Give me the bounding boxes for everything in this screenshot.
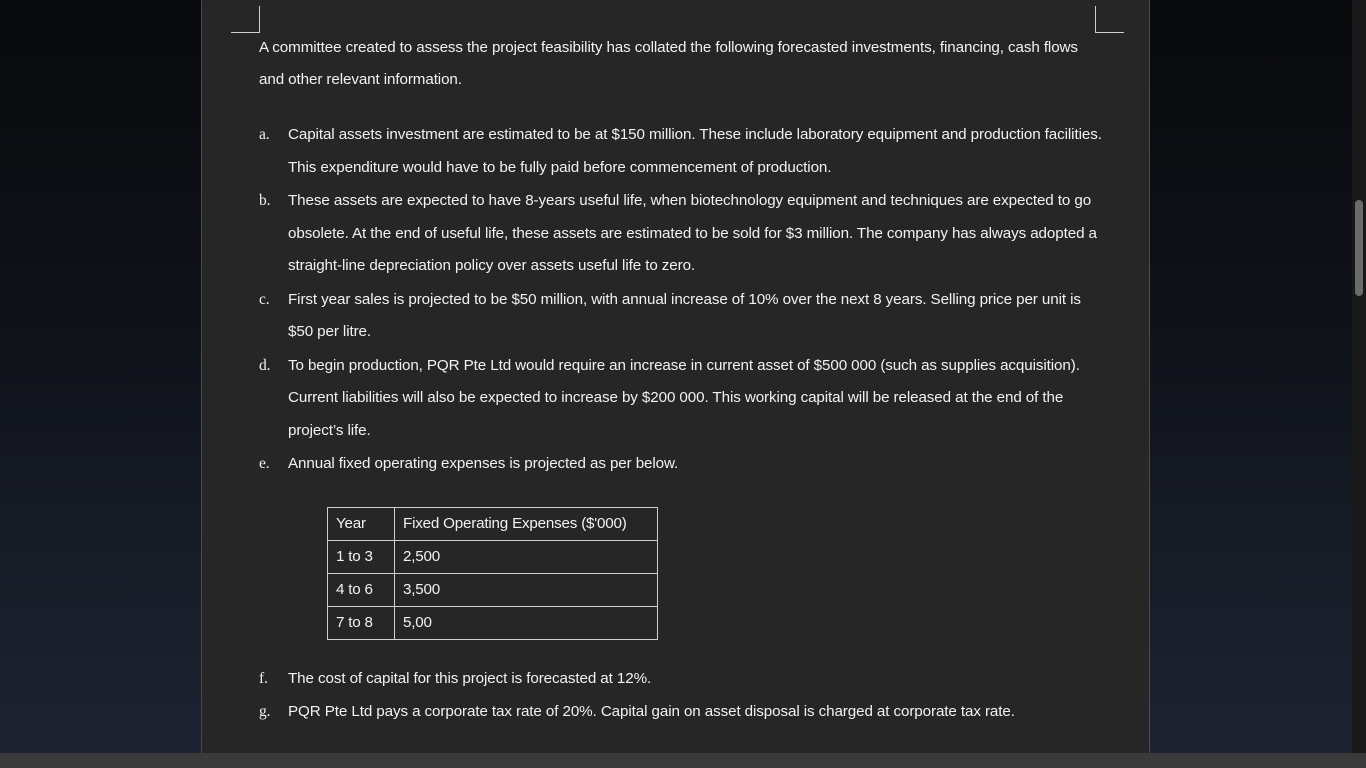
list-item (259, 284, 1104, 349)
page-corner-mark-top-left (231, 6, 260, 33)
table-cell-expense: 3,500 (395, 573, 658, 606)
list-marker: c. (259, 290, 270, 308)
list-item-text: First year sales is projected to be $50 million, with annual increase of 10% over the next 8 years. Selling price per unit is $50 per litre. (288, 290, 1081, 340)
list-marker: b. (259, 192, 271, 209)
list-item-text: These assets are expected to have 8-years useful life, when biotechnology equipment and techniques are expected to go obsolete. At the end of useful life, these assets are estimated to be sold for $3 million. The company has always adopted a straight-line depreciation policy over assets useful life to zero. (288, 192, 1097, 274)
list-marker: g. (259, 703, 271, 720)
table-header-expenses: Fixed Operating Expenses ($'000) (395, 507, 658, 540)
table-cell-year: 4 to 6 (328, 573, 395, 606)
list-item (259, 119, 1104, 184)
document-content (259, 32, 1104, 730)
fixed-expenses-table (327, 507, 658, 640)
list-marker: e. (259, 455, 270, 472)
list-item-text: PQR Pte Ltd pays a corporate tax rate of 20%. Capital gain on asset disposal is charged at corporate tax rate. (288, 703, 1015, 720)
page-corner-mark-top-right (1095, 6, 1124, 33)
table-header-row (328, 507, 658, 540)
intro-paragraph: A committee created to assess the project feasibility has collated the following forecasted investments, financing, cash flows and other relevant information. (259, 39, 1078, 88)
list-marker: f. (259, 669, 268, 687)
list-marker: d. (259, 356, 271, 374)
list-item (259, 663, 1104, 696)
list-item-text: Capital assets investment are estimated to be at $150 million. These include laboratory equipment and production facilities. This expenditure would have to be fully paid before commencement of production. (288, 126, 1102, 176)
table-header-year: Year (328, 507, 395, 540)
table-row (328, 606, 658, 639)
table-row (328, 540, 658, 573)
scrollbar-thumb[interactable] (1355, 200, 1363, 296)
table-row (328, 573, 658, 606)
list-item-text: Annual fixed operating expenses is projected as per below. (288, 455, 679, 472)
window-bottom-bar (0, 753, 1366, 768)
info-list-continued (259, 663, 1104, 729)
list-item (259, 185, 1104, 283)
list-item (259, 350, 1104, 448)
table-cell-expense: 2,500 (395, 540, 658, 573)
list-marker: a. (259, 126, 270, 143)
table-cell-year: 1 to 3 (328, 540, 395, 573)
info-list (259, 119, 1104, 481)
list-item-text: The cost of capital for this project is forecasted at 12%. (288, 669, 652, 687)
document-page (201, 0, 1150, 753)
list-item-text: To begin production, PQR Pte Ltd would require an increase in current asset of $500 000 (such as supplies acquisition). Current liabilities will also be expected to increase by $200 000. This working capital will be released at the end of the project’s life. (288, 356, 1080, 439)
vertical-scrollbar[interactable] (1352, 0, 1366, 753)
list-item (259, 696, 1104, 729)
list-item (259, 448, 1104, 481)
table-cell-expense: 5,00 (395, 606, 658, 639)
table-cell-year: 7 to 8 (328, 606, 395, 639)
